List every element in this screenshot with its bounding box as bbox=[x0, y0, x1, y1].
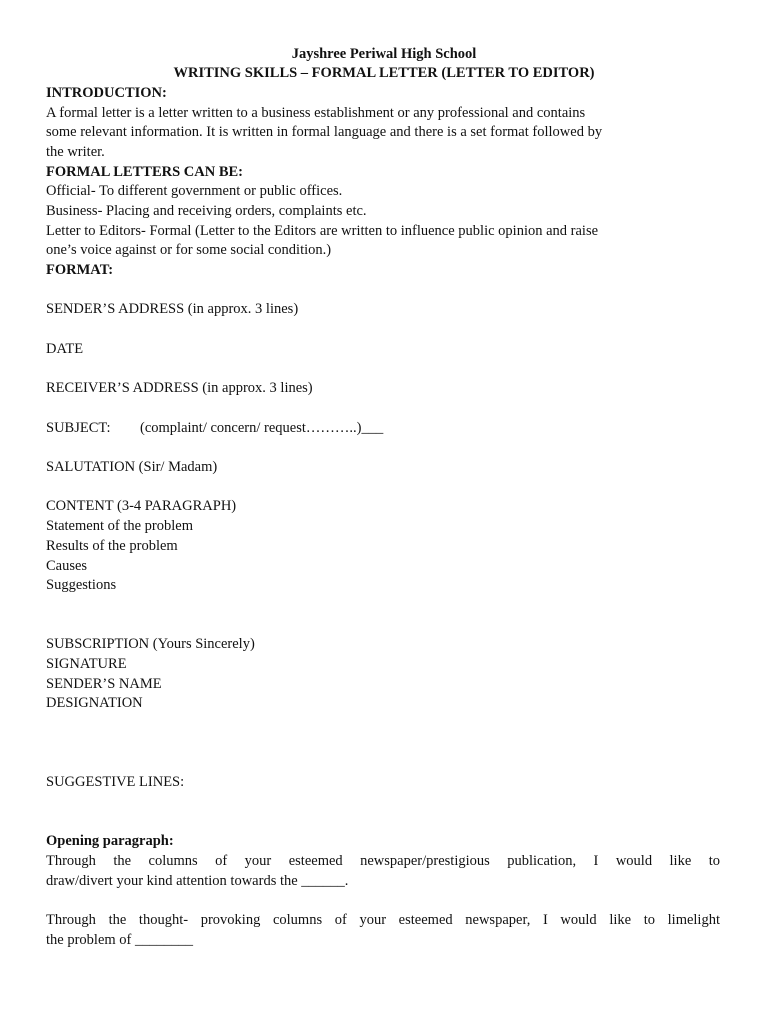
closing-subscription: SUBSCRIPTION (Yours Sincerely) bbox=[46, 636, 255, 652]
opening-paragraph-line: Through the columns of your esteemed newspaper/prestigious publication, I would like to bbox=[46, 853, 720, 869]
introduction-line: some relevant information. It is written in formal language and there is a set format followed by bbox=[46, 124, 603, 140]
format-date: DATE bbox=[46, 341, 84, 357]
content-item: Results of the problem bbox=[46, 538, 178, 554]
content-item: Suggestions bbox=[46, 577, 117, 593]
format-heading: FORMAT: bbox=[46, 262, 114, 278]
types-item-business: Business- Placing and receiving orders, complaints etc. bbox=[46, 203, 367, 219]
format-receivers-address: RECEIVER’S ADDRESS (in approx. 3 lines) bbox=[46, 380, 313, 396]
second-paragraph-line: Through the thought- provoking columns of your esteemed newspaper, I would like to limelight bbox=[46, 912, 720, 928]
closing-signature: SIGNATURE bbox=[46, 656, 127, 672]
introduction-heading: INTRODUCTION: bbox=[46, 85, 167, 101]
introduction-line: the writer. bbox=[46, 144, 105, 160]
content-item: Statement of the problem bbox=[46, 518, 193, 534]
opening-paragraph-line: draw/divert your kind attention towards the ______. bbox=[46, 873, 349, 889]
content-item: Causes bbox=[46, 558, 88, 574]
introduction-line: A formal letter is a letter written to a business establishment or any professional and contains bbox=[46, 105, 586, 121]
format-subject bbox=[46, 419, 383, 439]
suggestive-heading: SUGGESTIVE LINES: bbox=[46, 774, 185, 790]
types-heading: FORMAL LETTERS CAN BE: bbox=[46, 164, 243, 180]
types-item-editors-cont: one’s voice against or for some social condition.) bbox=[46, 242, 332, 258]
format-salutation: SALUTATION (Sir/ Madam) bbox=[46, 459, 218, 475]
opening-paragraph-heading: Opening paragraph: bbox=[46, 833, 174, 849]
content-heading: CONTENT (3-4 PARAGRAPH) bbox=[46, 498, 237, 514]
subject-label: SUBJECT: bbox=[46, 420, 111, 436]
types-item-official: Official- To different government or public offices. bbox=[46, 183, 343, 199]
subject-value: (complaint/ concern/ request………..)___ bbox=[140, 420, 384, 436]
second-paragraph-line: the problem of ________ bbox=[46, 932, 193, 948]
types-item-editors: Letter to Editors- Formal (Letter to the Editors are written to influence public opinion and raise bbox=[46, 223, 599, 239]
closing-designation: DESIGNATION bbox=[46, 695, 143, 711]
document-title: WRITING SKILLS – FORMAL LETTER (LETTER TO EDITOR) bbox=[173, 65, 595, 81]
closing-senders-name: SENDER’S NAME bbox=[46, 676, 162, 692]
school-name: Jayshree Periwal High School bbox=[291, 46, 477, 62]
format-senders-address: SENDER’S ADDRESS (in approx. 3 lines) bbox=[46, 301, 299, 317]
